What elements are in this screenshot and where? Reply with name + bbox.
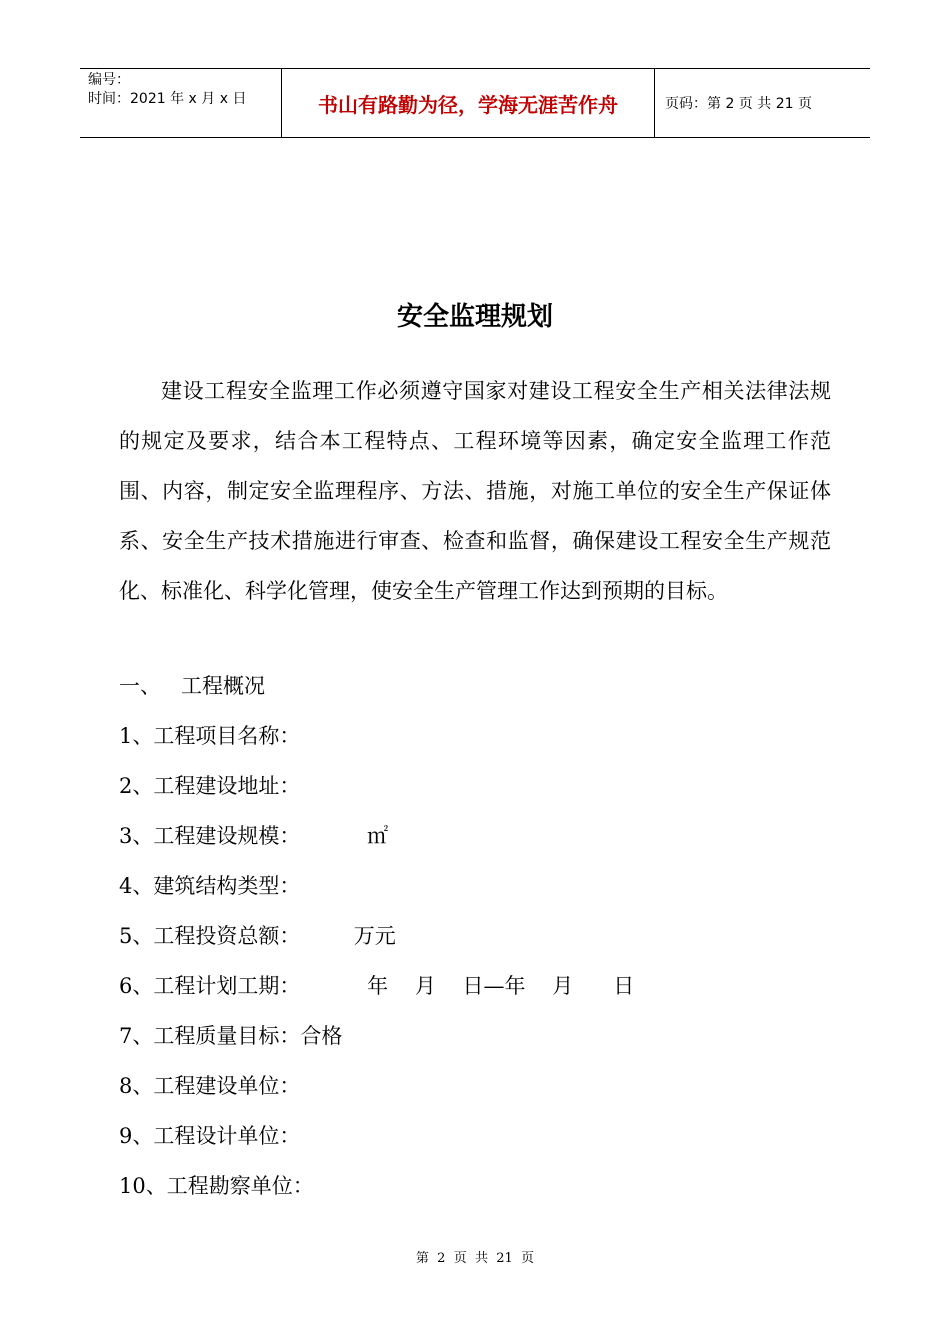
list-item: 6、工程计划工期： 年 月 日—年 月 日 bbox=[119, 974, 635, 998]
section-heading: 一、 工程概况 bbox=[119, 674, 266, 698]
list-item: 7、工程质量目标：合格 bbox=[119, 1024, 343, 1048]
list-item: 3、工程建设规模： ㎡ bbox=[119, 824, 389, 848]
page-footer: 第 2 页 共 21 页 bbox=[415, 1251, 535, 1266]
list-item: 9、工程设计单位： bbox=[119, 1124, 301, 1148]
list-item: 8、工程建设单位： bbox=[119, 1074, 301, 1098]
header-meta bbox=[80, 69, 281, 137]
intro-paragraph: 建设工程安全监理工作必须遵守国家对建设工程安全生产相关法律法规的规定及要求，结合本工程特点、工程环境等因素，确定安全监理工作范围、内容，制定安全监理程序、方法、措施，对施工单位的安全生产保证体系、安全生产技术措施进行审查、检查和监督，确保建设工程安全生产规范化、标准化、科学化管理，使安全生产管理工作达到预期的目标。 bbox=[119, 379, 831, 603]
document-title: 安全监理规划 bbox=[396, 302, 553, 332]
page-header bbox=[80, 68, 870, 138]
list-item: 1、工程项目名称： bbox=[119, 724, 301, 748]
header-page-info: 页码：第 2 页 共 21 页 bbox=[665, 96, 812, 112]
time-label: 时间：2021 年 x 月 x 日 bbox=[88, 91, 247, 107]
list-item: 10、工程勘察单位： bbox=[119, 1174, 314, 1198]
list-item: 2、工程建设地址： bbox=[119, 774, 301, 798]
number-label: 编号： bbox=[88, 72, 130, 88]
header-motto: 书山有路勤为径，学海无涯苦作舟 bbox=[281, 69, 655, 137]
list-item: 4、建筑结构类型： bbox=[119, 874, 301, 898]
list-item: 5、工程投资总额： 万元 bbox=[119, 924, 396, 948]
